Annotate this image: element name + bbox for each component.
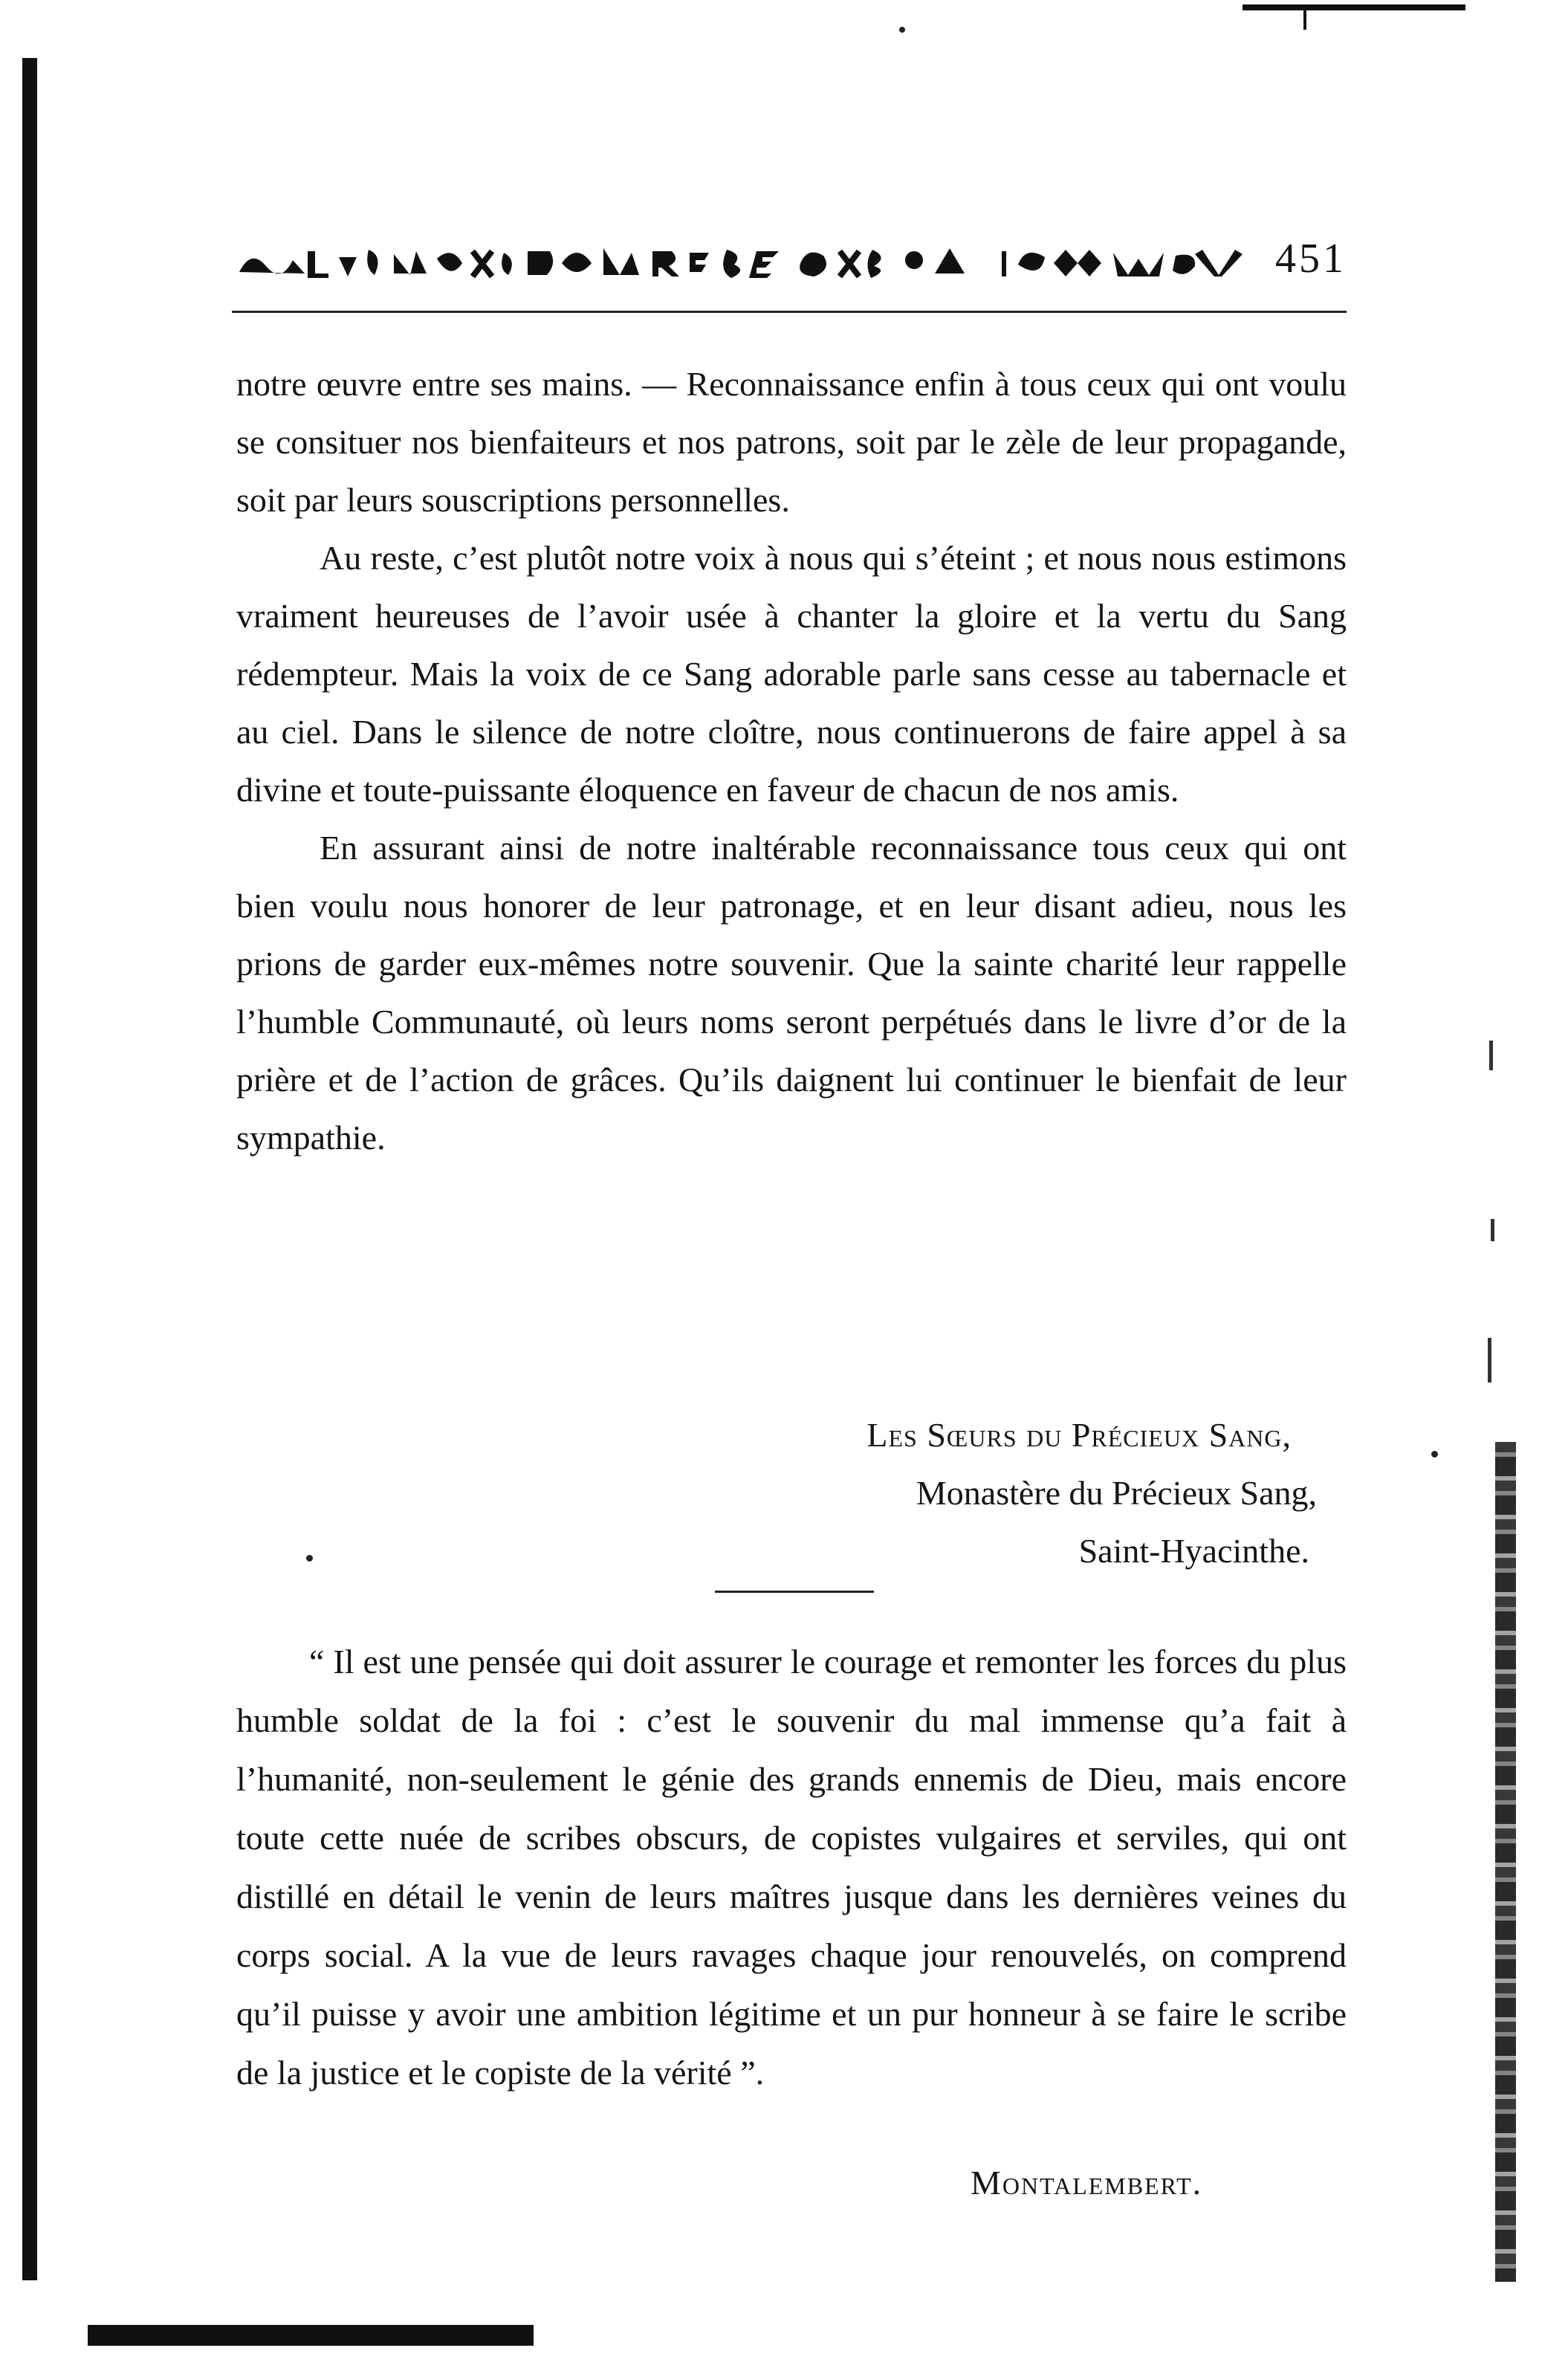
scan-left-border [22,58,37,2280]
signature-place: Monastère du Précieux Sang, [916,1474,1317,1512]
scan-speck [1489,1041,1493,1070]
scan-bottom-bar [88,2325,534,2346]
scan-speck [1491,1219,1494,1241]
signature-block [866,1406,1317,1580]
section-divider [715,1591,874,1593]
quotation [236,1632,1347,2102]
running-header-ornament [236,244,1269,278]
scan-right-edge [1495,1442,1516,2282]
scan-speck [1488,1338,1491,1382]
paragraph: Au reste, c’est plutôt notre voix à nous qui s’éteint ; et nous nous estimons vraiment heureuses de l’avoir usée à chanter la gloire et la vertu du Sang rédempteur. Mais la voix de ce Sang adorable parle sans cesse au tabernacle et au ciel. Dans le silence de notre cloître, nous continuerons de faire appel à sa divine et toute-puissante éloquence en faveur de chacun de nos amis. [236,539,1347,809]
signature-city: Saint-Hyacinthe. [1078,1532,1309,1570]
signature-name: Les Sœurs du Précieux Sang, [866,1416,1292,1454]
header-rule [232,311,1347,313]
quotation-text: “ Il est une pensée qui doit assurer le courage et remonter les forces du plus humble soldat de la foi : c’est le souvenir du mal immense qu’a fait à l’humanité, non-seulement le génie des grands ennemis de Dieu, mais encore toute cette nuée de scribes obscurs, de copistes vulgaires et serviles, qui ont distillé en détail le venin de leurs maîtres jusque dans les dernières veines du corps social. A la vue de leurs ravages chaque jour renouvelés, on comprend qu’il puisse y avoir une ambition légitime et un pur honneur à se faire le scribe de la justice et le copiste de la vérité ”. [236,1643,1347,2092]
paragraph: En assurant ainsi de notre inaltérable reconnaissance tous ceux qui ont bien voulu nous honorer de leur patronage, et en leur disant adieu, nous les prions de garder eux-mêmes notre souvenir. Que la sainte charité leur rappelle l’humble Communauté, où leurs noms seront perpétués dans le livre d’or de la prière et de l’action de grâces. Qu’ils daignent lui continuer le bienfait de leur sympathie. [236,829,1347,1157]
scan-speck [306,1555,313,1562]
body-text [236,355,1347,1167]
quotation-author: Montalembert. [971,2164,1203,2202]
scan-top-tick [1303,9,1306,30]
scan-top-rule [1243,4,1465,10]
page-number: 451 [1275,236,1347,282]
scan-speck [899,27,905,33]
paragraph: notre œuvre entre ses mains. — Reconnaissance enfin à tous ceux qui ont voulu se consituer nos bienfaiteurs et nos patrons, soit par le zèle de leur propagande, soit par leurs souscriptions personnelles. [236,365,1347,519]
scan-speck [1431,1451,1438,1458]
